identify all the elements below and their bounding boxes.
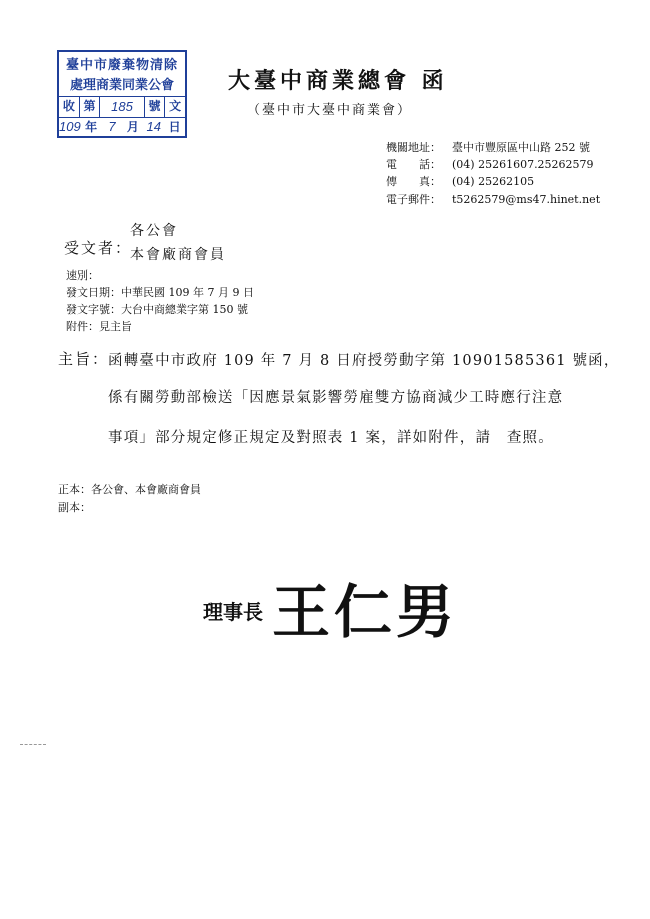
contact-fax-label: 傳 真： — [386, 175, 441, 188]
signature-seal — [270, 570, 470, 650]
meta-speed-label: 速別： — [66, 269, 99, 282]
stamp-org-line1: 臺中市廢棄物清除 — [65, 58, 178, 73]
stamp-wen-char: 文 — [169, 99, 182, 113]
contact-fax-value: (04) 25262105 — [452, 175, 535, 188]
scan-mark — [20, 744, 46, 745]
contact-email-value: t5262579@ms47.hinet.net — [452, 193, 601, 206]
subject-line: 係有關勞動部檢送「因應景氣影響勞雇雙方協商減少工時應行注意 — [108, 390, 564, 406]
meta-issue-date-label: 發文日期： — [66, 286, 121, 299]
contact-phone-value: (04) 25261607.25262579 — [452, 158, 594, 171]
stamp-month-char: 月 — [126, 120, 139, 134]
stamp-receipt-number: 185 — [100, 97, 144, 117]
copy-original — [58, 481, 201, 497]
signature-title: 理事長 — [203, 600, 263, 624]
contact-address-value: 臺中市豐原區中山路 252 號 — [452, 141, 590, 154]
recipient-item: 各公會 — [130, 223, 178, 239]
stamp-year-char: 年 — [85, 120, 98, 134]
receipt-stamp — [57, 50, 187, 138]
contact-email — [386, 191, 600, 207]
stamp-receipt-number-row — [59, 96, 185, 118]
meta-doc-number-value: 大台中商總業字第 150 號 — [121, 303, 248, 316]
meta-attachment-label: 附件： — [66, 320, 99, 333]
document-subtitle: （臺中市大臺中商業會） — [247, 103, 413, 118]
stamp-number-char: 第 — [80, 97, 101, 117]
subject-line: 函轉臺中市政府 109 年 7 月 8 日府授勞動字第 10901585361 號函， — [108, 353, 620, 369]
stamp-hao-char: 號 — [145, 97, 166, 117]
stamp-date-day: 14 — [146, 119, 161, 134]
contact-address-label: 機關地址： — [386, 141, 441, 154]
copy-original-value: 各公會、本會廠商會員 — [91, 483, 201, 496]
meta-issue-date-value: 中華民國 109 年 7 月 9 日 — [121, 286, 254, 299]
stamp-received-char: 收 — [59, 97, 80, 117]
recipient-item: 本會廠商會員 — [130, 247, 226, 263]
subject-label: 主旨： — [58, 350, 110, 368]
stamp-date-row — [59, 118, 185, 136]
meta-issue-date — [66, 284, 254, 300]
stamp-date-month: 7 — [108, 119, 116, 134]
signature-name: 王仁男 — [272, 578, 459, 646]
copy-duplicate — [58, 499, 91, 515]
meta-doc-number — [66, 301, 248, 317]
meta-speed — [66, 267, 99, 283]
contact-fax — [386, 173, 534, 189]
meta-attachment-value: 見主旨 — [99, 320, 132, 333]
stamp-org-line2: 處理商業同業公會 — [69, 78, 174, 93]
copy-duplicate-label: 副本： — [58, 501, 91, 514]
subject-line: 事項」部分規定修正規定及對照表 1 案，詳如附件，請 查照。 — [108, 430, 554, 446]
contact-address — [386, 139, 590, 155]
contact-email-label: 電子郵件： — [386, 193, 441, 206]
document-title: 大臺中商業總會 函 — [228, 68, 448, 94]
stamp-day-char: 日 — [168, 120, 181, 134]
copy-original-label: 正本： — [58, 483, 91, 496]
stamp-date-year: 109 — [59, 119, 81, 134]
meta-doc-number-label: 發文字號： — [66, 303, 121, 316]
recipients-label: 受文者： — [64, 239, 133, 257]
contact-phone-label: 電 話： — [386, 158, 441, 171]
meta-attachment — [66, 318, 132, 334]
contact-phone — [386, 156, 594, 172]
